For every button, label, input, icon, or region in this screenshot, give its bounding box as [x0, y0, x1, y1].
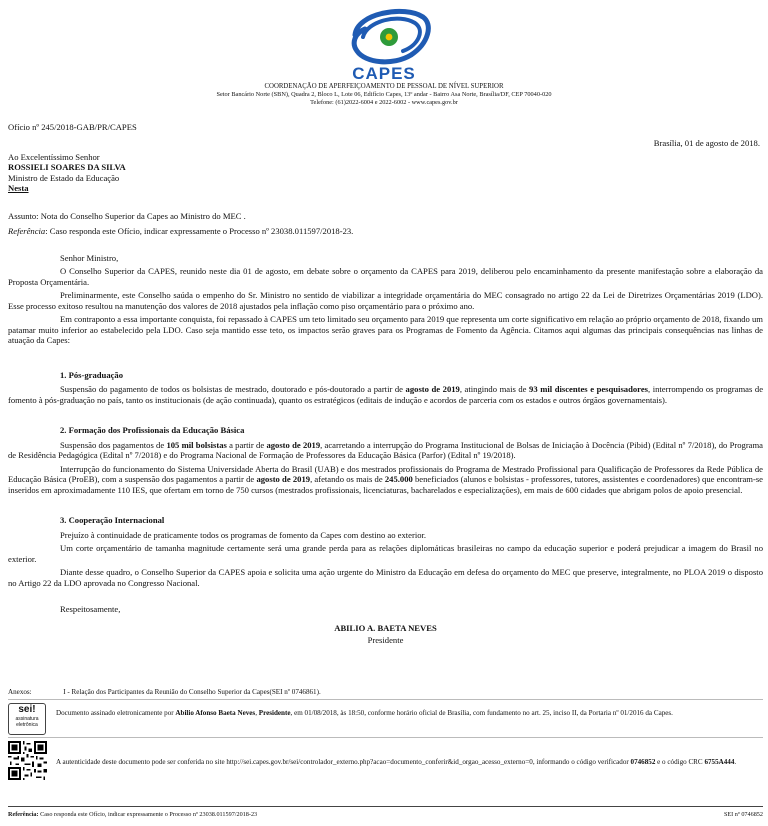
annex-text: I - Relação dos Participantes da Reunião do Conselho Superior da Capes(SEI nº 0746861). — [63, 688, 321, 696]
esign-b: Abilio Afonso Baeta Neves — [175, 709, 256, 717]
office-number: Ofício nº 245/2018-GAB/PR/CAPES — [8, 122, 137, 132]
footer-sei-number: SEI nº 0746852 — [723, 811, 763, 818]
org-name: COORDENAÇÃO DE APERFEIÇOAMENTO DE PESSOAL DE NÍVEL SUPERIOR — [264, 83, 504, 90]
letterhead — [0, 83, 768, 107]
esign-d: Presidente — [258, 709, 291, 717]
section-1-title: 1. Pós-graduação — [60, 369, 124, 380]
subject-line: Assunto: Nota do Conselho Superior da Capes ao Ministro do MEC . — [8, 211, 246, 221]
capes-emblem-icon — [354, 11, 428, 61]
paragraph-3: Em contraponto a essa importante conquista, foi repassado à CAPES um teto limitado seu orçamento para 2019 que representa um corte significativo em relação ao próprio orçamento de 2018, fixando um patamar muito inferior ao estabelecido pela LDO. Caso seja mantido esse teto, os impactos serão graves para os Programas de Fomento da Agência. Citamos aqui algumas das principais consequências nas linhas de atuação da Capes: — [8, 314, 763, 346]
letter-body — [8, 253, 763, 646]
sei-logo-subtext-2: eletrônica — [16, 722, 38, 728]
s2p2-text-e: beneficiados (alunos e bolsistas - professores, tutores, assistentes e coordenadores) que encontram-se inseridos em aproximadamente 110 IES, que ofertam em torno de 750 cursos (mestrados profissionais, licenciaturas, bacharelados e especializações), em mais de 600 cidades que abrigam polos de apoio presencial. — [8, 474, 763, 495]
section-2-title: 2. Formação dos Profissionais da Educação Básica — [60, 425, 245, 436]
reference-label: Referência — [8, 226, 46, 236]
auth-d: 6755A444 — [704, 758, 735, 766]
recipient-block — [8, 152, 126, 194]
seal-divider — [8, 737, 763, 738]
salutation: Ao Excelentíssimo Senhor — [8, 152, 100, 162]
s1-text-b: agosto de 2019 — [405, 384, 460, 395]
s2p1-text-e: , acarretando a interrupção do Programa Institucional de Bolsas de Iniciação à Docência (Pibid) (Edital nº 7/2018), do Programa de Residência Pedagógica (Edital nº 7/2018) e do Programa Nacional de Formação de Professores da Educação Básica (Parfor) (Edital nº 19/2018). — [8, 439, 763, 461]
paragraph-1: O Conselho Superior da CAPES, reunido neste dia 01 de agosto, em debate sobre o orçamento da CAPES para 2019, deliberou pelo encaminhamento da presente manifestação sobre a elaboração da Proposta Orçamentária. — [8, 266, 763, 287]
recipient-title: Ministro de Estado da Educação — [8, 172, 120, 183]
s2p2-text-a: Interrupção do funcionamento do Sistema Universidade Aberta do Brasil (UAB) e dos mestrados profissionais do Programa de Mestrado Profissional para Qualificação de Professores da Rede Pública de Educação Básica (ProEB), com a suspensão dos pagamentos a partir de — [8, 463, 763, 485]
reference-text: : Caso responda este Ofício, indicar expressamente o Processo nº 23038.011597/2018-23. — [45, 226, 354, 236]
esign-a: Documento assinado eletronicamente por — [56, 709, 176, 717]
recipient-location: Nesta — [8, 183, 29, 194]
annex-divider — [8, 699, 763, 700]
reference-line — [8, 226, 353, 236]
authenticity-text — [56, 758, 764, 767]
greeting: Senhor Ministro, — [60, 253, 119, 263]
annex-line — [8, 688, 763, 697]
section-1-paragraph — [8, 384, 763, 405]
sei-logo-text: sei! — [18, 704, 36, 715]
sei-logo-subtext-1: assinatura — [15, 716, 39, 722]
sei-signature-seal — [8, 703, 46, 735]
esign-c: , — [255, 709, 259, 717]
s2p1-text-a: Suspensão dos pagamentos de — [60, 439, 167, 450]
s2p2-text-b: agosto de 2019 — [256, 474, 311, 485]
signer-name: ABILIO A. BAETA NEVES — [334, 622, 437, 633]
regards: Respeitosamente, — [60, 604, 121, 615]
org-address: Setor Bancário Norte (SBN), Quadra 2, Bloco L, Lote 06, Edifício Capes, 13º andar - Bairro Asa Norte, Brasília/DF, CEP 70040-020 — [216, 91, 552, 99]
org-phone: Telefone: (61)2022-6004 e 2022-6002 - www.capes.gov.br — [310, 99, 458, 107]
s2p1-text-b: 105 mil bolsistas — [166, 439, 227, 450]
s1-text-e: , interrompendo os programas de fomento à pós-graduação no país, tanto os institucionais (de ação continuada), quanto os estratégicos (editais de indução e acordos de parceria com os estados e outros órgãos governamentais). — [8, 384, 764, 405]
paragraph-2: Preliminarmente, este Conselho saúda o empenho do Sr. Ministro no sentido de viabilizar a integridade orçamentária do MEC consagrado no artigo 22 da Lei de Diretrizes Orçamentárias 2019 (LDO). Esse processo exitoso resultou na manutenção dos valores de 2018 ajustados pela inflação como piso orçamentário para o próximo ano. — [8, 290, 763, 311]
s1-text-a: Suspensão do pagamento de todos os bolsistas de mestrado, doutorado e pós-doutorado a partir de — [60, 384, 406, 395]
section-3-paragraph-2: Um corte orçamentário de tamanha magnitude certamente será uma grande perda para as relações diplomáticas brasileiras no campo da educação superior e poderá prejudicar a imagem do Brasil no exterior. — [8, 543, 763, 564]
auth-e: . — [734, 758, 737, 766]
signer-role: Presidente — [367, 635, 404, 646]
section-3-paragraph-1: Prejuízo à continuidade de praticamente todos os programas de fomento da Capes com destino ao exterior. — [60, 529, 427, 540]
page-footer — [8, 811, 763, 819]
s1-text-d: 93 mil discentes e pesquisadores — [529, 384, 648, 395]
brand-name: CAPES — [352, 64, 416, 83]
footer-label: Referência: — [8, 811, 39, 818]
section-3-title: 3. Cooperação Internacional — [60, 515, 165, 526]
s2p2-text-c: , afetando os mais de — [310, 474, 385, 485]
auth-b: 0746852 — [630, 758, 656, 766]
footer-text: Caso responda este Ofício, indicar expressamente o Processo nº 23038.011597/2018-23 — [38, 811, 258, 818]
auth-c: e o código CRC — [655, 758, 705, 766]
place-date: Brasília, 01 de agosto de 2018. — [653, 138, 760, 148]
section-2-paragraph-2 — [8, 464, 763, 495]
s2p2-text-d: 245.000 — [384, 474, 413, 485]
section-2-paragraph-1 — [8, 440, 763, 461]
esign-e: , em 01/08/2018, às 18:50, conforme horário oficial de Brasília, com fundamento no art. 25, inciso II, da Portaria nº 01/2016 da Capes. — [290, 709, 673, 717]
s1-text-c: , atingindo mais de — [459, 384, 530, 395]
qr-code-icon — [8, 741, 47, 780]
auth-a: A autenticidade deste documento pode ser conferida no site http://sei.capes.gov.br/sei/controlador_externo.php?acao=documento_conferir&id_orgao_acesso_externo=0, informando o código verificador — [56, 758, 631, 766]
recipient-name: ROSSIELI SOARES DA SILVA — [8, 162, 126, 173]
annex-label: Anexos: — [8, 688, 32, 696]
closing-paragraph: Diante desse quadro, o Conselho Superior da CAPES apoia e solicita uma ação urgente do Ministro da Educação em defesa do orçamento do MEC que preserve, integralmente, no PLOA 2019 o disposto no Artigo 22 da LDO aprovada no Congresso Nacional. — [8, 567, 763, 588]
electronic-signature-text — [56, 709, 761, 718]
s2p1-text-c: a partir de — [226, 439, 267, 450]
s2p1-text-d: agosto de 2019 — [266, 439, 321, 450]
footer-divider — [8, 806, 763, 807]
